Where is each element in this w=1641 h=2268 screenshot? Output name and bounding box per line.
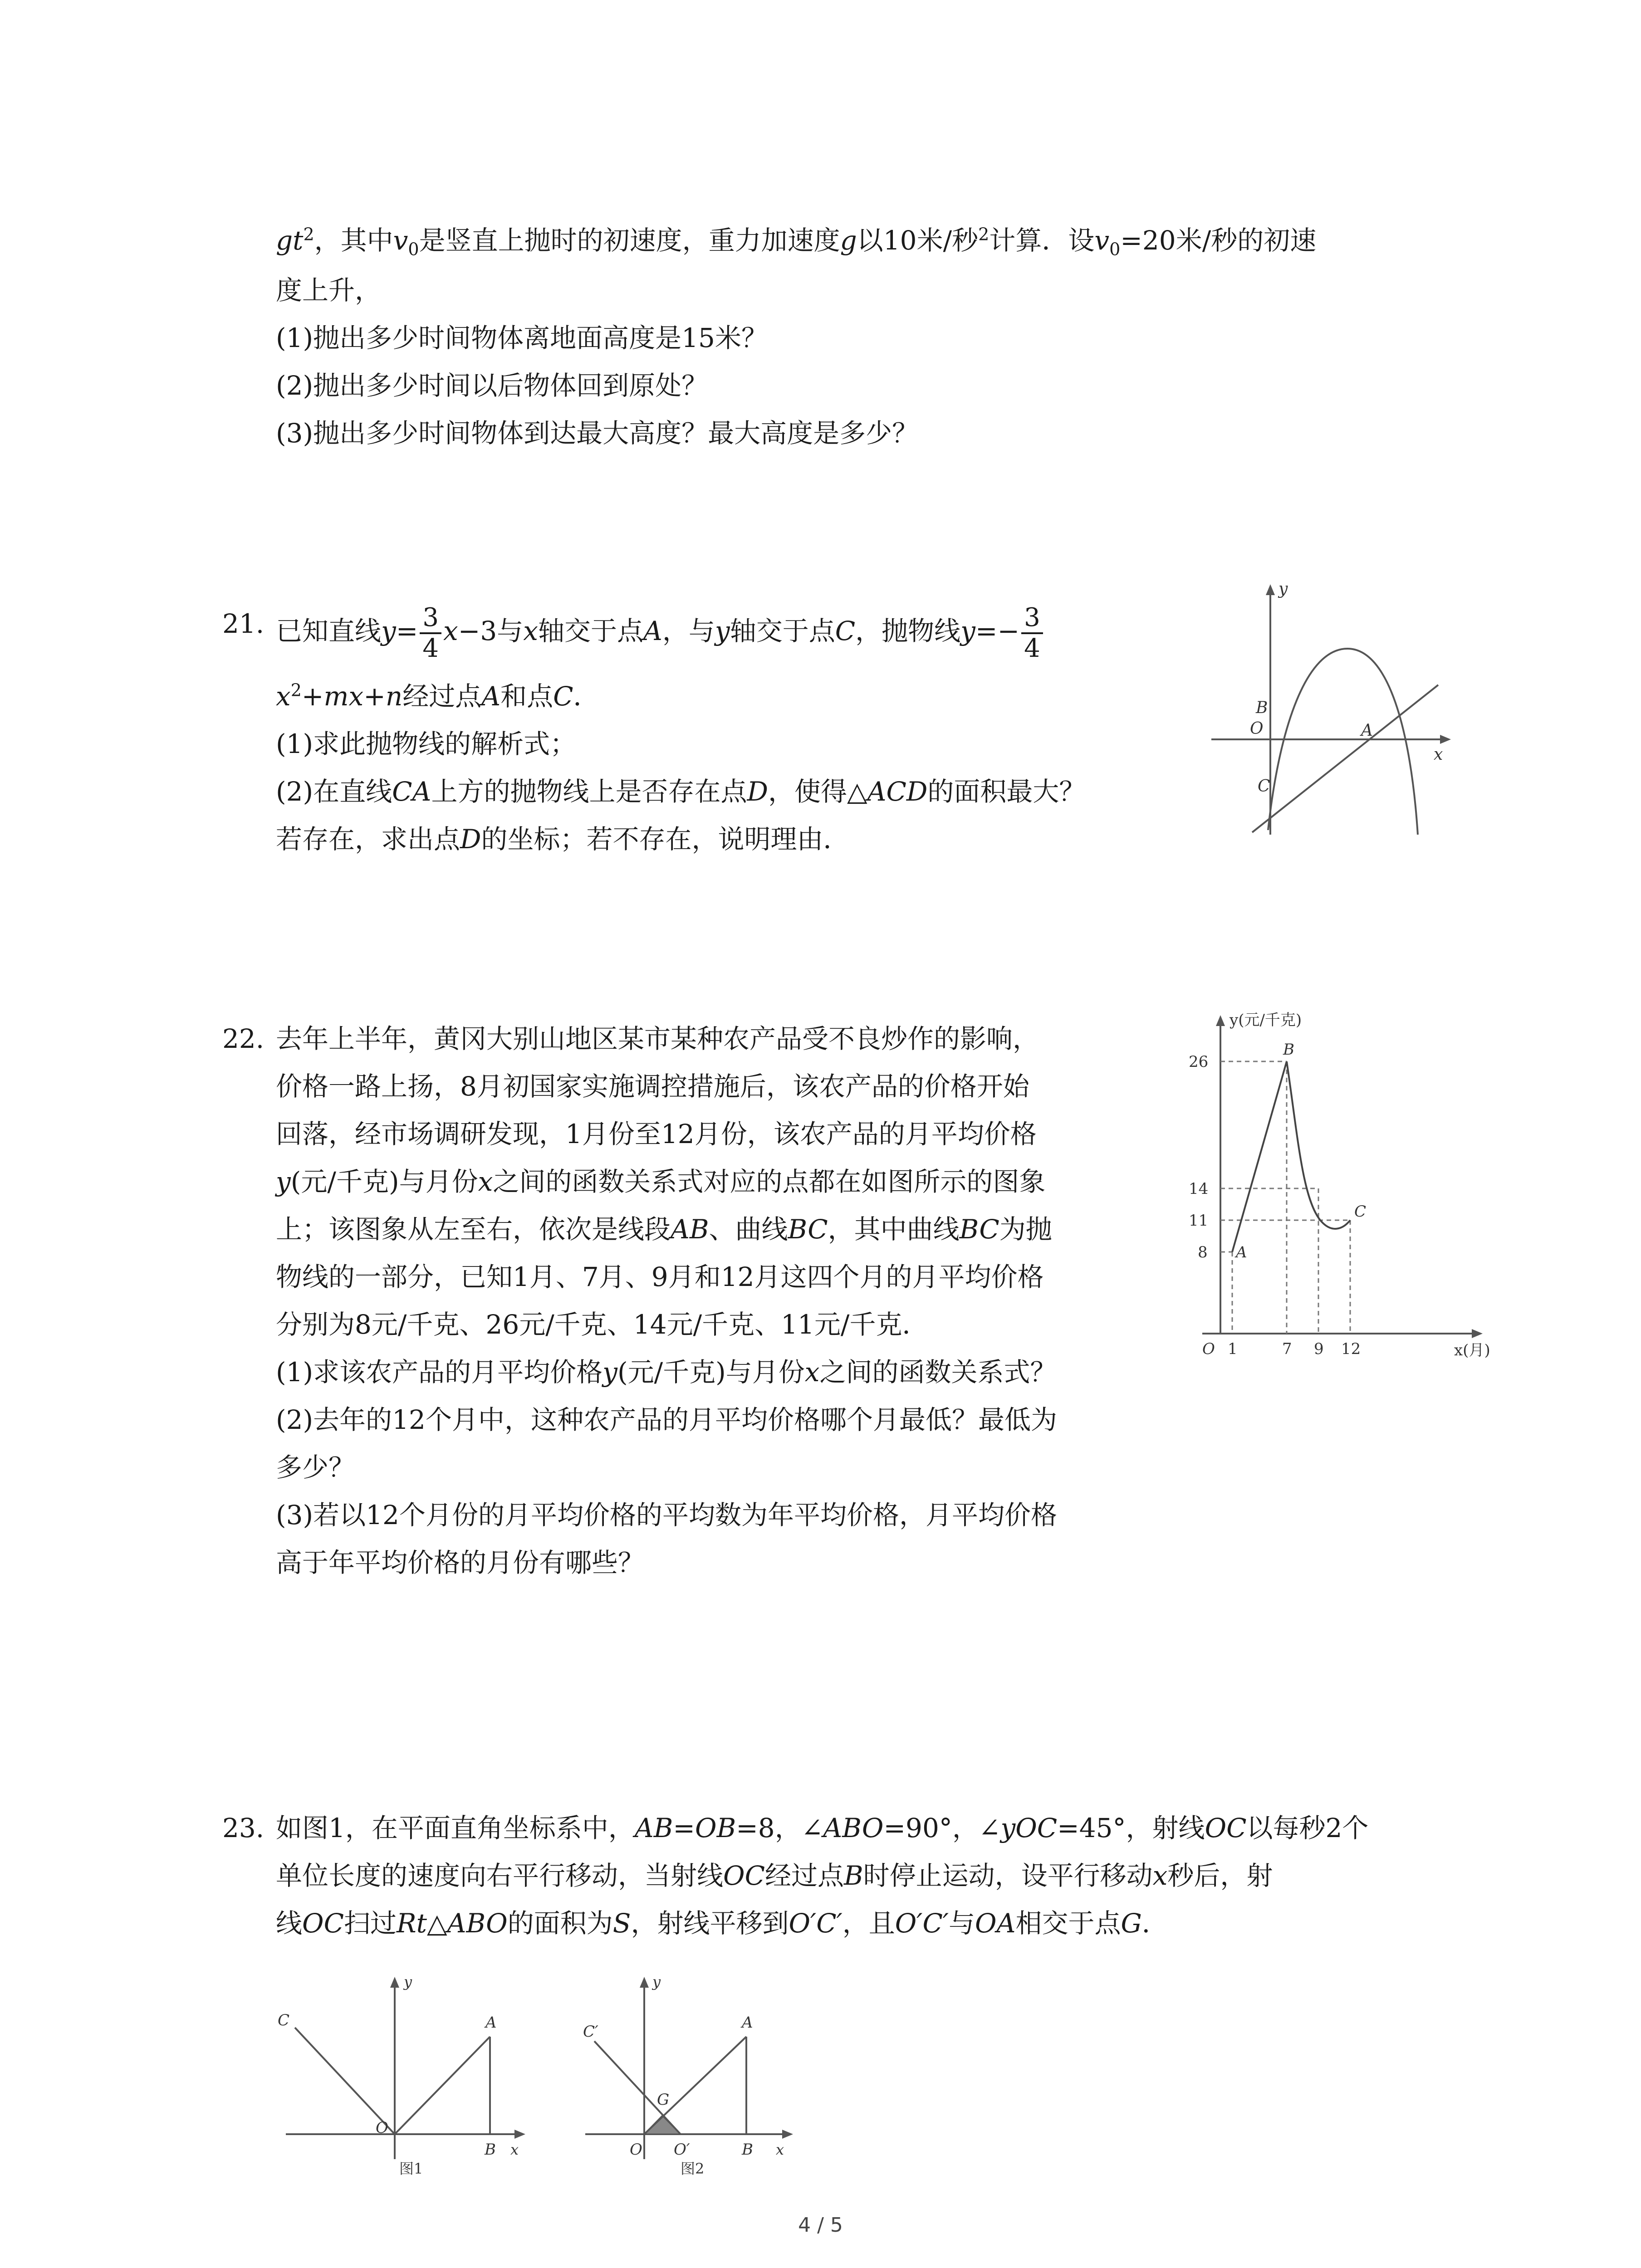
f1-label-B: B	[485, 2141, 496, 2159]
f2-label-x: x	[776, 2141, 784, 2158]
p21-label-C: C	[1258, 777, 1270, 796]
problem22-line4: y(元/千克)与月份x之间的函数关系式对应的点都在如图所示的图象	[276, 1166, 1046, 1197]
p21-label-B: B	[1256, 699, 1268, 717]
p22-x-arrow	[1472, 1329, 1483, 1338]
p21-x-arrow	[1440, 735, 1451, 744]
problem21-figure	[1202, 576, 1456, 839]
problem23-line1: 如图1，在平面直角坐标系中，AB=OB=8，∠ABO=90°，∠yOC=45°，射线OC以每秒2个	[276, 1813, 1369, 1843]
f2-label-C: C′	[583, 2023, 598, 2041]
problem23-line2: 单位长度的速度向右平行移动，当射线OC经过点B时停止运动，设平行移动x秒后，射	[276, 1860, 1273, 1891]
problem21-number: 21.	[222, 608, 265, 639]
problem20-line2: 度上升，	[276, 275, 382, 306]
f2-shaded-region	[644, 2116, 681, 2134]
f1-segment-OA	[395, 2037, 490, 2134]
p22-segment-AB	[1232, 1061, 1287, 1252]
p22-ytick-8: 8	[1198, 1243, 1208, 1261]
f1-x-arrow	[514, 2130, 525, 2139]
f1-label-C: C	[278, 2011, 290, 2029]
problem22-question3b: 高于年平均价格的月份有哪些？	[276, 1547, 645, 1578]
problem20-question2: (2)抛出多少时间以后物体回到原处？	[276, 370, 708, 401]
problem22-figure	[1175, 1007, 1511, 1361]
f2-y-arrow	[640, 1977, 649, 1988]
f1-ray-OC	[295, 2028, 395, 2134]
problem21-question3: 若存在，求出点D的坐标；若不存在，说明理由．	[276, 824, 850, 855]
p22-xtick-7: 7	[1282, 1340, 1292, 1358]
problem21-question1: (1)求此抛物线的解析式；	[276, 728, 577, 759]
p22-label-B: B	[1283, 1041, 1294, 1059]
p22-xtick-1: 1	[1228, 1340, 1238, 1358]
problem23-number: 23.	[222, 1813, 265, 1843]
p22-ytick-11: 11	[1189, 1212, 1209, 1230]
p22-xlabel: x(月)	[1454, 1341, 1490, 1359]
f2-segment-OA	[644, 2037, 746, 2134]
f2-label-G: G	[657, 2091, 670, 2109]
p21-label-A: A	[1361, 721, 1373, 740]
p22-label-C: C	[1354, 1202, 1367, 1221]
problem22-question3a: (3)若以12个月份的月平均价格的平均数为年平均价格，月平均价格	[276, 1500, 1057, 1530]
problem22-line5: 上；该图象从左至右，依次是线段AB、曲线BC，其中曲线BC为抛	[276, 1214, 1052, 1245]
problem20-question1: (1)抛出多少时间物体离地面高度是15米？	[276, 323, 768, 353]
p21-y-arrow	[1266, 584, 1275, 595]
problem21-line2: $x^2+mx+n$经过点A和点C．	[276, 680, 600, 712]
fraction-3-4-b: $\frac{3}{4}$	[1021, 603, 1043, 663]
problem23-line3: 线OC扫过Rt△ABO的面积为S，射线平移到O′C′，且O′C′与OA相交于点G．	[276, 1908, 1168, 1939]
problem21-question2: (2)在直线CA上方的抛物线上是否存在点D，使得△ACD的面积最大？	[276, 776, 1086, 807]
f1-caption: 图1	[399, 2160, 423, 2177]
problem20-question3: (3)抛出多少时间物体到达最大高度？最大高度是多少？	[276, 418, 919, 449]
problem22-number: 22.	[222, 1023, 265, 1054]
p21-label-x: x	[1434, 745, 1443, 764]
problem23-figure2	[576, 1969, 812, 2177]
f1-label-x: x	[510, 2141, 519, 2158]
p21-label-O: O	[1250, 719, 1264, 738]
p22-ylabel: y(元/千克)	[1230, 1011, 1302, 1029]
problem23-figure1	[268, 1969, 540, 2177]
problem22-line6: 物线的一部分，已知1月、7月、9月和12月这四个月的月平均价格	[276, 1261, 1044, 1292]
problem20-line1: $gt^2$，其中$v_0$是竖直上抛时的初速度，重力加速度g以10米/秒$^2$计算．设$v_0=20$米/秒的初速	[276, 224, 1317, 259]
f1-label-O: O	[376, 2119, 388, 2137]
f2-ray-OC	[594, 2041, 681, 2134]
problem22-question2b: 多少？	[276, 1452, 355, 1483]
f1-y-arrow	[390, 1977, 399, 1988]
p21-label-y: y	[1279, 580, 1288, 598]
p22-ytick-26: 26	[1189, 1053, 1209, 1071]
problem22-question2a: (2)去年的12个月中，这种农产品的月平均价格哪个月最低？最低为	[276, 1404, 1057, 1435]
f2-label-O-prime: O′	[674, 2141, 690, 2159]
f2-caption: 图2	[681, 2160, 705, 2177]
p22-origin: O	[1202, 1340, 1215, 1358]
f2-label-y: y	[652, 1973, 661, 1990]
problem22-line7: 分别为8元/千克、26元/千克、14元/千克、11元/千克．	[276, 1309, 929, 1340]
p22-curve-BC	[1287, 1061, 1350, 1229]
p21-parabola	[1268, 649, 1418, 835]
p22-xtick-12: 12	[1341, 1340, 1361, 1358]
p22-xtick-9: 9	[1314, 1340, 1324, 1358]
problem22-line3: 回落，经市场调研发现，1月份至12月份，该农产品的月平均价格	[276, 1119, 1037, 1149]
p22-y-arrow	[1216, 1015, 1225, 1026]
problem22-line2: 价格一路上扬，8月初国家实施调控措施后，该农产品的价格开始	[276, 1071, 1029, 1102]
f2-label-O: O	[630, 2141, 642, 2159]
fraction-3-4: $\frac{3}{4}$	[420, 603, 441, 663]
f2-x-arrow	[782, 2130, 793, 2139]
p22-ytick-14: 14	[1189, 1180, 1209, 1198]
page-number: 4 / 5	[798, 2214, 843, 2237]
p22-label-A: A	[1236, 1243, 1247, 1261]
f2-label-A: A	[742, 2014, 753, 2032]
problem22-line1: 去年上半年，黄冈大别山地区某市某种农产品受不良炒作的影响，	[276, 1023, 1039, 1054]
f2-label-B: B	[742, 2141, 753, 2159]
f1-label-A: A	[485, 2014, 497, 2032]
problem21-line1: 已知直线y= $\frac{3}{4}$ x−3与x轴交于点A，与y轴交于点C，抛物线y=− $\frac{3}{4}$	[276, 603, 1045, 663]
problem22-question1: (1)求该农产品的月平均价格y(元/千克)与月份x之间的函数关系式？	[276, 1357, 1057, 1388]
f1-label-y: y	[404, 1973, 412, 1990]
